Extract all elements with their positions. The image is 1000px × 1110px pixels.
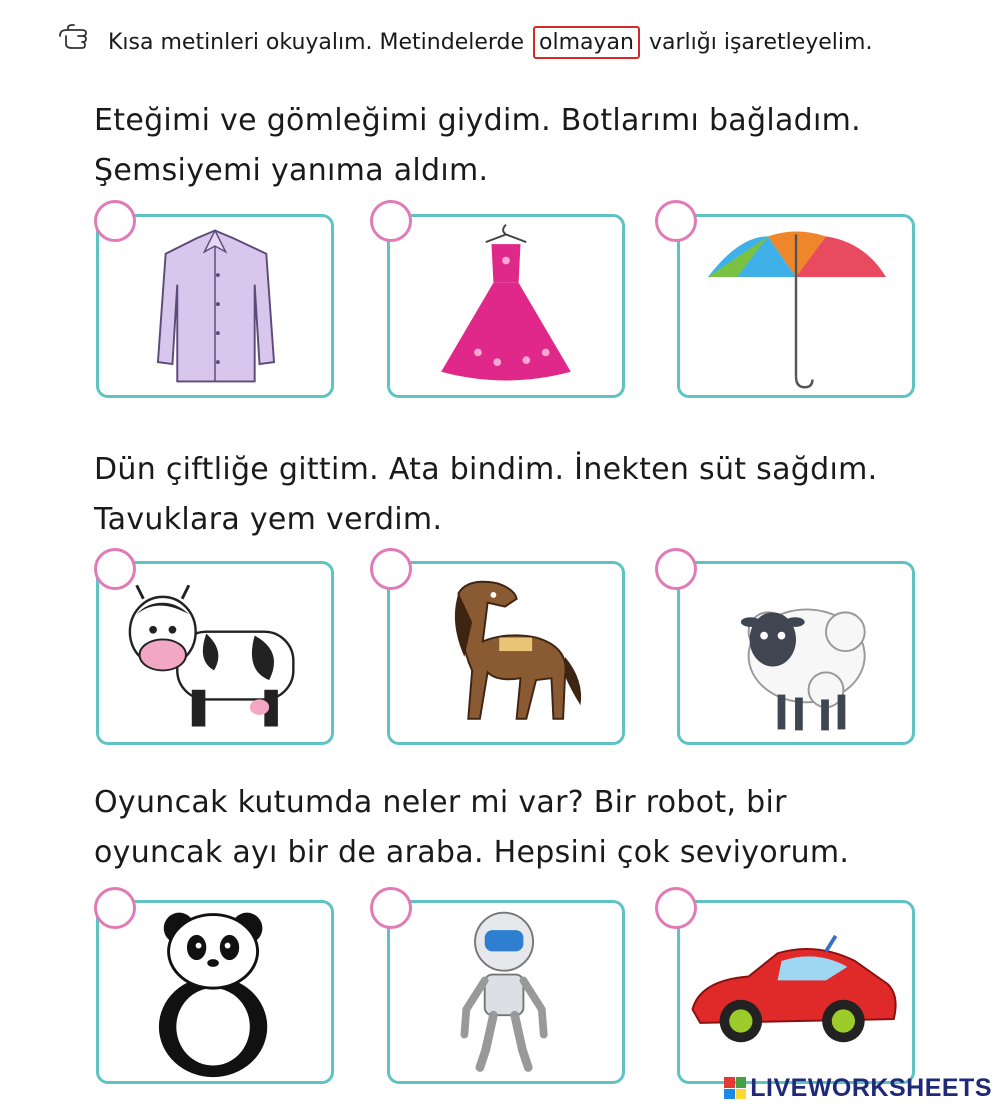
question-2-line-2: Tavuklara yem verdim.: [94, 502, 443, 537]
pointing-hand-icon: [58, 22, 98, 52]
question-2-text: [94, 445, 877, 545]
option-horse-card[interactable]: [387, 561, 625, 745]
question-3-text: [94, 778, 849, 878]
instruction-after: varlığı işaretleyelim.: [648, 30, 873, 55]
option-sheep-radio[interactable]: [655, 548, 697, 590]
sheep-icon: [680, 564, 912, 742]
liveworksheets-mark-icon: [724, 1077, 746, 1099]
option-shirt-radio[interactable]: [94, 200, 136, 242]
robot-icon: [390, 903, 622, 1081]
option-shirt-card[interactable]: [96, 214, 334, 398]
question-1-text: [94, 96, 861, 196]
instruction: [58, 14, 988, 64]
logo-text: LIVEWORKSHEETS: [750, 1073, 992, 1102]
option-umbrella-radio[interactable]: [655, 200, 697, 242]
option-panda-card[interactable]: [96, 900, 334, 1084]
option-dress-radio[interactable]: [370, 200, 412, 242]
instruction-highlight: olmayan: [533, 26, 640, 59]
shirt-icon: [99, 217, 331, 395]
option-car-radio[interactable]: [655, 887, 697, 929]
instruction-text: [108, 26, 872, 59]
option-robot-radio[interactable]: [370, 887, 412, 929]
question-1-line-1: Eteğimi ve gömleğimi giydim. Botlarımı bağladım.: [94, 103, 861, 138]
question-3-line-1: Oyuncak kutumda neler mi var? Bir robot, bir: [94, 785, 787, 820]
umbrella-icon: [680, 217, 912, 395]
horse-icon: [390, 564, 622, 742]
option-cow-card[interactable]: [96, 561, 334, 745]
dress-icon: [390, 217, 622, 395]
option-sheep-card[interactable]: [677, 561, 915, 745]
question-1-line-2: Şemsiyemi yanıma aldım.: [94, 153, 489, 188]
option-robot-card[interactable]: [387, 900, 625, 1084]
panda-icon: [99, 903, 331, 1081]
question-3-line-2: oyuncak ayı bir de araba. Hepsini çok seviyorum.: [94, 835, 850, 870]
option-cow-radio[interactable]: [94, 548, 136, 590]
option-dress-card[interactable]: [387, 214, 625, 398]
option-car-card[interactable]: [677, 900, 915, 1084]
cow-icon: [99, 564, 331, 742]
option-panda-radio[interactable]: [94, 887, 136, 929]
option-horse-radio[interactable]: [370, 548, 412, 590]
liveworksheets-logo[interactable]: [724, 1072, 992, 1104]
option-umbrella-card[interactable]: [677, 214, 915, 398]
car-icon: [680, 903, 912, 1081]
instruction-before: Kısa metinleri okuyalım. Metindelerde: [108, 30, 525, 55]
question-2-line-1: Dün çiftliğe gittim. Ata bindim. İnekten süt sağdım.: [94, 452, 878, 487]
